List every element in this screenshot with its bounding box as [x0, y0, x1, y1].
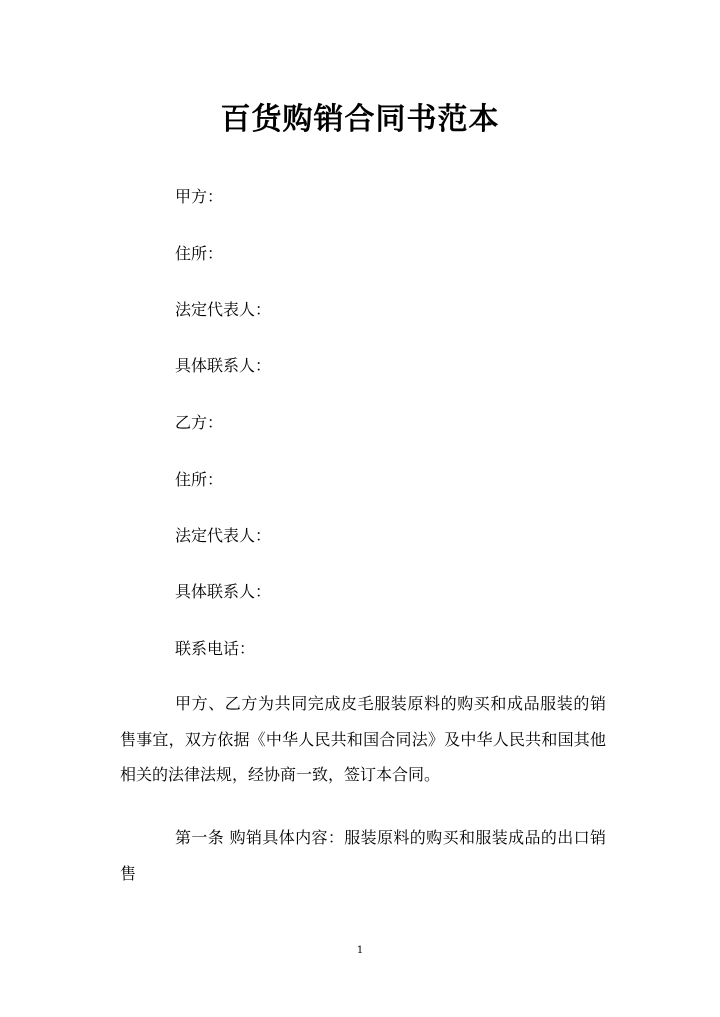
article-1-paragraph: 第一条 购销具体内容：服装原料的购买和服装成品的出口销售 [120, 828, 606, 883]
party-b-contact-label: 具体联系人： [175, 582, 272, 601]
party-a-label: 甲方： [175, 187, 224, 206]
intro-paragraph: 甲方、乙方为共同完成皮毛服装原料的购买和成品服装的销售事宜，双方依据《中华人民共和国合同法》及中华人民共和国其他相关的法律法规，经协商一致，签订本合同。 [120, 694, 606, 784]
party-b-legal-rep-label: 法定代表人： [175, 526, 272, 545]
party-a-address-label: 住所： [175, 244, 224, 263]
party-b-address-label: 住所： [175, 470, 224, 489]
party-a-contact-label: 具体联系人： [175, 356, 272, 375]
party-a-legal-rep-label: 法定代表人： [175, 300, 272, 319]
contact-phone-label: 联系电话： [175, 639, 256, 658]
party-b-label: 乙方： [175, 413, 224, 432]
document-title: 百货购销合同书范本 [220, 102, 500, 137]
page-number: 1 [356, 945, 364, 956]
